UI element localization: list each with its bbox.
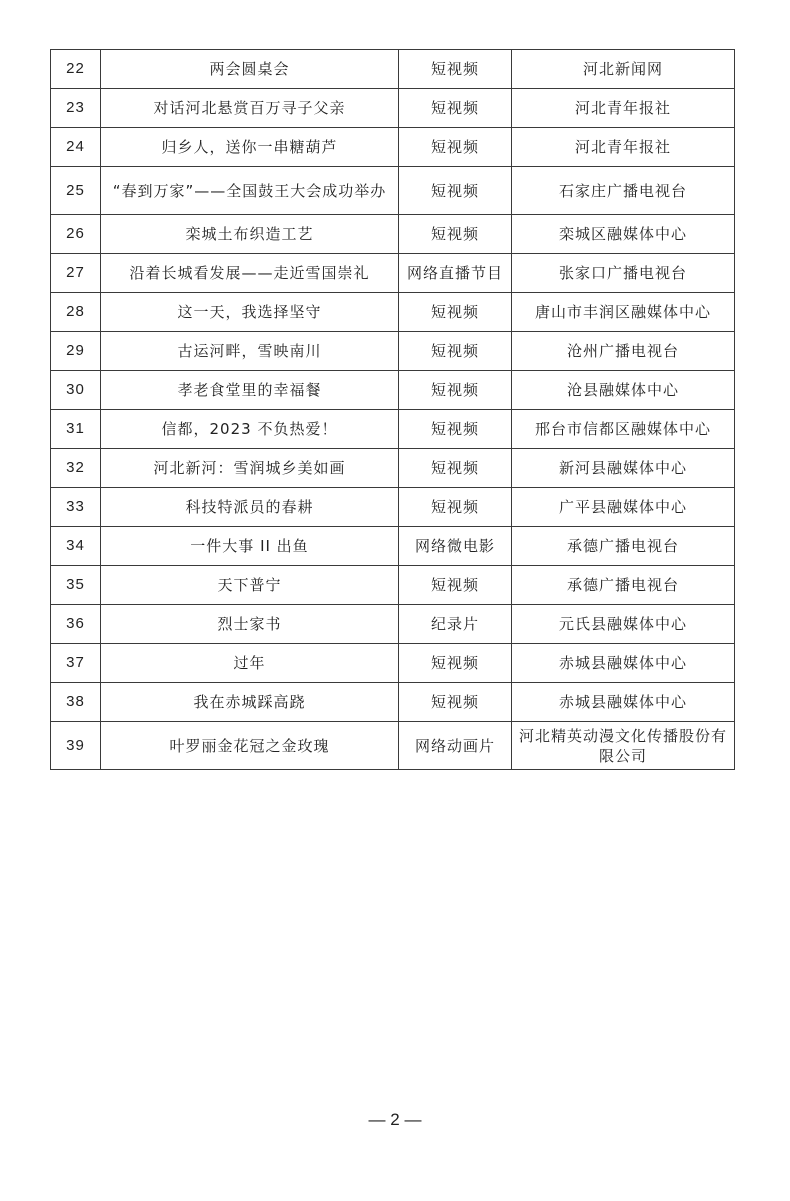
work-type-cell: 短视频: [399, 683, 512, 722]
table-row: [51, 566, 735, 605]
organization-cell: 广平县融媒体中心: [512, 488, 735, 527]
results-table: [50, 49, 735, 770]
row-number-cell: 25: [51, 167, 101, 215]
organization-cell: 唐山市丰润区融媒体中心: [512, 293, 735, 332]
table-row: [51, 89, 735, 128]
row-number-cell: 34: [51, 527, 101, 566]
table-row: [51, 605, 735, 644]
table-row: [51, 254, 735, 293]
table-row: [51, 449, 735, 488]
organization-cell: 石家庄广播电视台: [512, 167, 735, 215]
row-number-cell: 29: [51, 332, 101, 371]
work-type-cell: 短视频: [399, 644, 512, 683]
organization-cell: 元氏县融媒体中心: [512, 605, 735, 644]
row-number-cell: 31: [51, 410, 101, 449]
work-type-cell: 短视频: [399, 89, 512, 128]
work-title-cell: 天下普宁: [101, 566, 399, 605]
table-row: [51, 644, 735, 683]
row-number-cell: 39: [51, 722, 101, 770]
work-title-cell: 两会圆桌会: [101, 50, 399, 89]
table-row: [51, 50, 735, 89]
work-type-cell: 短视频: [399, 371, 512, 410]
row-number-cell: 23: [51, 89, 101, 128]
work-type-cell: 网络直播节目: [399, 254, 512, 293]
organization-cell: 河北青年报社: [512, 128, 735, 167]
work-title-cell: 孝老食堂里的幸福餐: [101, 371, 399, 410]
work-title-cell: 叶罗丽金花冠之金玫瑰: [101, 722, 399, 770]
work-title-cell: 归乡人，送你一串糖葫芦: [101, 128, 399, 167]
work-title-cell: 一件大事 II 出鱼: [101, 527, 399, 566]
work-title-cell: 河北新河：雪润城乡美如画: [101, 449, 399, 488]
page-number: — 2 —: [368, 1110, 422, 1129]
row-number-cell: 32: [51, 449, 101, 488]
row-number-cell: 24: [51, 128, 101, 167]
row-number-cell: 36: [51, 605, 101, 644]
work-type-cell: 短视频: [399, 488, 512, 527]
table-row: [51, 683, 735, 722]
work-title-cell: 这一天，我选择坚守: [101, 293, 399, 332]
work-type-cell: 短视频: [399, 566, 512, 605]
organization-cell: 沧县融媒体中心: [512, 371, 735, 410]
organization-cell: 赤城县融媒体中心: [512, 683, 735, 722]
table-row: [51, 215, 735, 254]
organization-cell: 沧州广播电视台: [512, 332, 735, 371]
row-number-cell: 37: [51, 644, 101, 683]
work-title-cell: 栾城土布织造工艺: [101, 215, 399, 254]
row-number-cell: 30: [51, 371, 101, 410]
work-title-cell: 我在赤城踩高跷: [101, 683, 399, 722]
row-number-cell: 22: [51, 50, 101, 89]
work-type-cell: 短视频: [399, 410, 512, 449]
work-type-cell: 短视频: [399, 293, 512, 332]
organization-cell: 承德广播电视台: [512, 566, 735, 605]
table-body: [51, 50, 735, 770]
table-row: [51, 722, 735, 770]
work-type-cell: 网络动画片: [399, 722, 512, 770]
work-title-cell: 信都，2023 不负热爱！: [101, 410, 399, 449]
row-number-cell: 26: [51, 215, 101, 254]
row-number-cell: 27: [51, 254, 101, 293]
work-title-cell: 过年: [101, 644, 399, 683]
work-type-cell: 短视频: [399, 215, 512, 254]
work-title-cell: 烈士家书: [101, 605, 399, 644]
row-number-cell: 28: [51, 293, 101, 332]
table-row: [51, 527, 735, 566]
work-title-cell: 对话河北悬赏百万寻子父亲: [101, 89, 399, 128]
work-type-cell: 纪录片: [399, 605, 512, 644]
work-title-cell: “春到万家”——全国鼓王大会成功举办: [101, 167, 399, 215]
organization-cell: 栾城区融媒体中心: [512, 215, 735, 254]
work-type-cell: 短视频: [399, 128, 512, 167]
work-type-cell: 短视频: [399, 50, 512, 89]
organization-cell: 河北新闻网: [512, 50, 735, 89]
organization-cell: 河北精英动漫文化传播股份有限公司: [512, 722, 735, 770]
work-type-cell: 短视频: [399, 167, 512, 215]
organization-cell: 新河县融媒体中心: [512, 449, 735, 488]
table-row: [51, 371, 735, 410]
work-type-cell: 短视频: [399, 332, 512, 371]
organization-cell: 河北青年报社: [512, 89, 735, 128]
table-row: [51, 410, 735, 449]
table-row: [51, 128, 735, 167]
table-row: [51, 167, 735, 215]
work-title-cell: 沿着长城看发展——走近雪国崇礼: [101, 254, 399, 293]
table-row: [51, 332, 735, 371]
work-title-cell: 科技特派员的春耕: [101, 488, 399, 527]
row-number-cell: 33: [51, 488, 101, 527]
row-number-cell: 38: [51, 683, 101, 722]
table-row: [51, 293, 735, 332]
work-type-cell: 网络微电影: [399, 527, 512, 566]
row-number-cell: 35: [51, 566, 101, 605]
work-title-cell: 古运河畔，雪映南川: [101, 332, 399, 371]
organization-cell: 承德广播电视台: [512, 527, 735, 566]
work-type-cell: 短视频: [399, 449, 512, 488]
organization-cell: 赤城县融媒体中心: [512, 644, 735, 683]
organization-cell: 张家口广播电视台: [512, 254, 735, 293]
organization-cell: 邢台市信都区融媒体中心: [512, 410, 735, 449]
table-row: [51, 488, 735, 527]
